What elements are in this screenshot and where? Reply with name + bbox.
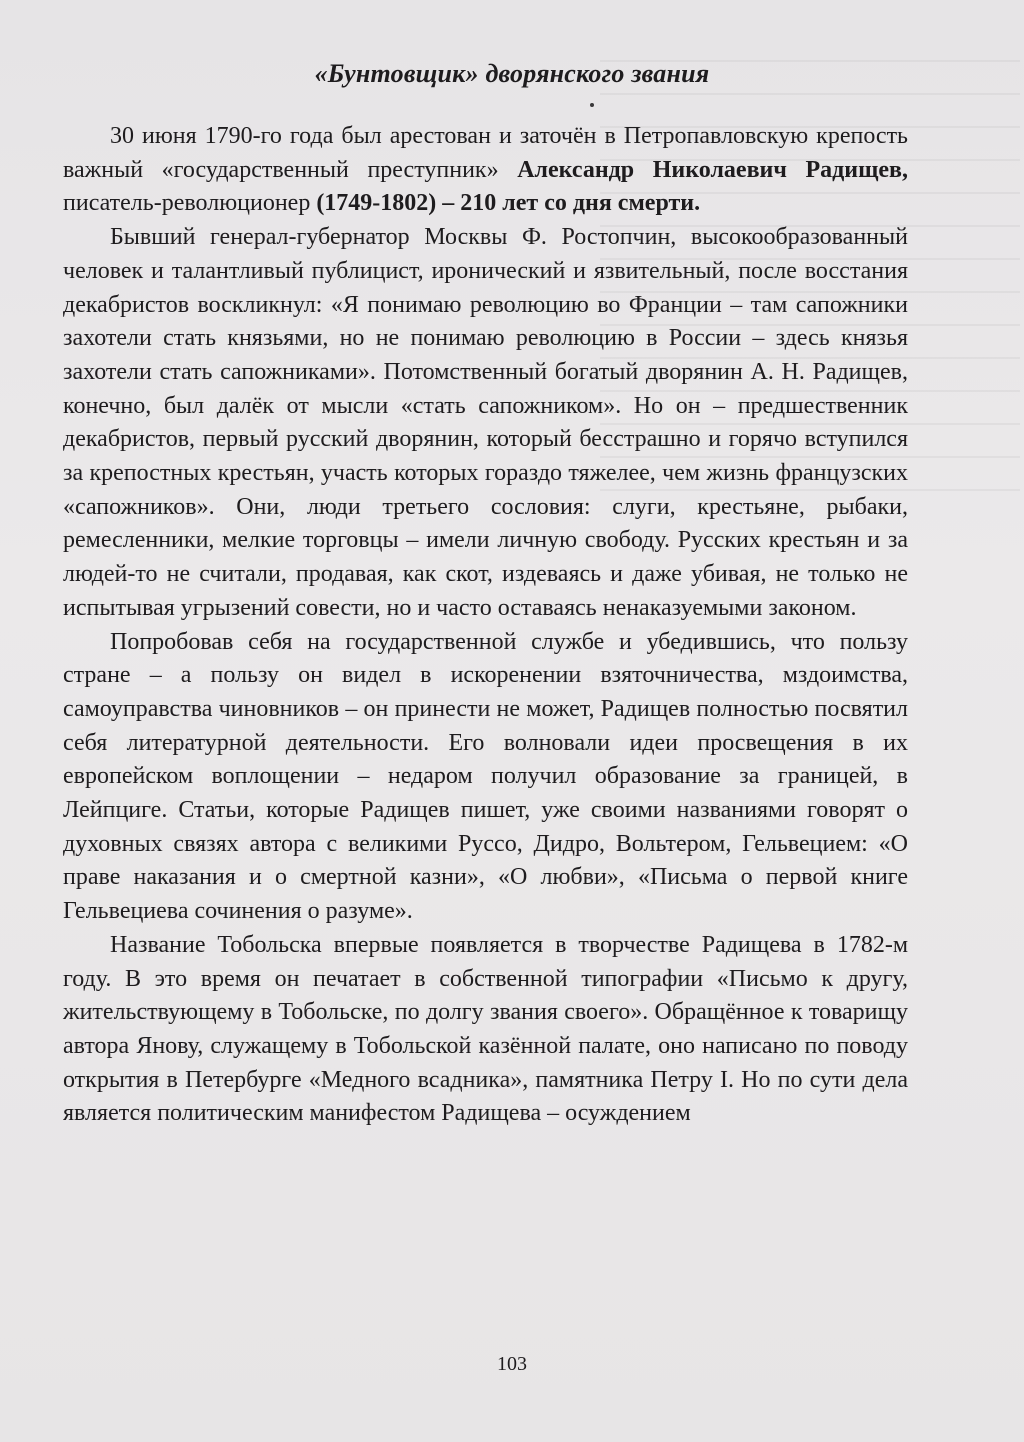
chapter-title: «Бунтовщик» дворянского звания [314, 59, 710, 88]
paragraph-intro [63, 120, 908, 221]
paragraph-literary-career: Попробовав себя на государственной службе и убедившись, что пользу стране – а пользу он видел в искоренении взяточничества, мздоимства, самоуправства чиновников – он принести не может, Радищев полностью посвятил себя литературной деятельности. Его волновали идеи просвещения в их европейском воплощении – недаром получил образование за границей, в Лейпциге. Статьи, которые Радищев пишет, уже своими названиями говорят о духовных связях автора с великими Руссо, Дидро, Вольтером, Гельвецием: «О праве наказания и о смертной казни», «О любви», «Письма о первой книге Гельвециева сочинения о разуме». [63, 628, 908, 925]
anniversary-note: (1749-1802) – 210 лет со дня смерти. [316, 190, 701, 217]
person-name: Александр Николаевич Радищев, [517, 156, 909, 183]
article-body [63, 120, 908, 1131]
page-number: 103 [497, 1353, 527, 1375]
paragraph-tobolsk: Название Тобольска впервые появляется в творчестве Радищева в 1782-м году. В это время он печатает в собственной типографии «Письмо к другу, жительствующему в Тобольске, по долгу звания своего». Обращённое к товарищу автора Янову, служащему в Тобольской казённой палате, оно написано по поводу открытия в Петербурге «Медного всадника», памятника Петру I. Но по сути дела является политическим манифестом Радищева – осуждением [63, 931, 908, 1127]
print-speck [590, 103, 594, 107]
paragraph-rostopchin: Бывший генерал-губернатор Москвы Ф. Ростопчин, высокообразованный человек и талантливый публицист, иронический и язвительный, после восстания декабристов воскликнул: «Я понимаю революцию во Франции – там сапожники захотели стать князьями, но не понимаю революцию в России – здесь князья захотели стать сапожниками». Потомственный богатый дворянин А. Н. Радищев, конечно, был далёк от мысли «стать сапожником». Но он – предшественник декабристов, первый русский дворянин, который бесстрашно и горячо вступился за крепостных крестьян, участь которых гораздо тяжелее, чем жизнь французских «сапожников». Они, люди третьего сословия: слуги, крестьяне, рыбаки, ремесленники, мелкие торговцы – имели личную свободу. Русских крестьян и за людей-то не считали, продавая, как скот, издеваясь и даже убивая, не только не испытывая угрызений совести, но и часто оставаясь ненаказуемыми законом. [63, 224, 908, 621]
intro-lead: 30 июня 1790-го года был арестован и заточён в Петропавловскую крепость важный «государственный преступник» [63, 123, 908, 183]
person-role: писатель-революционер [63, 190, 317, 217]
